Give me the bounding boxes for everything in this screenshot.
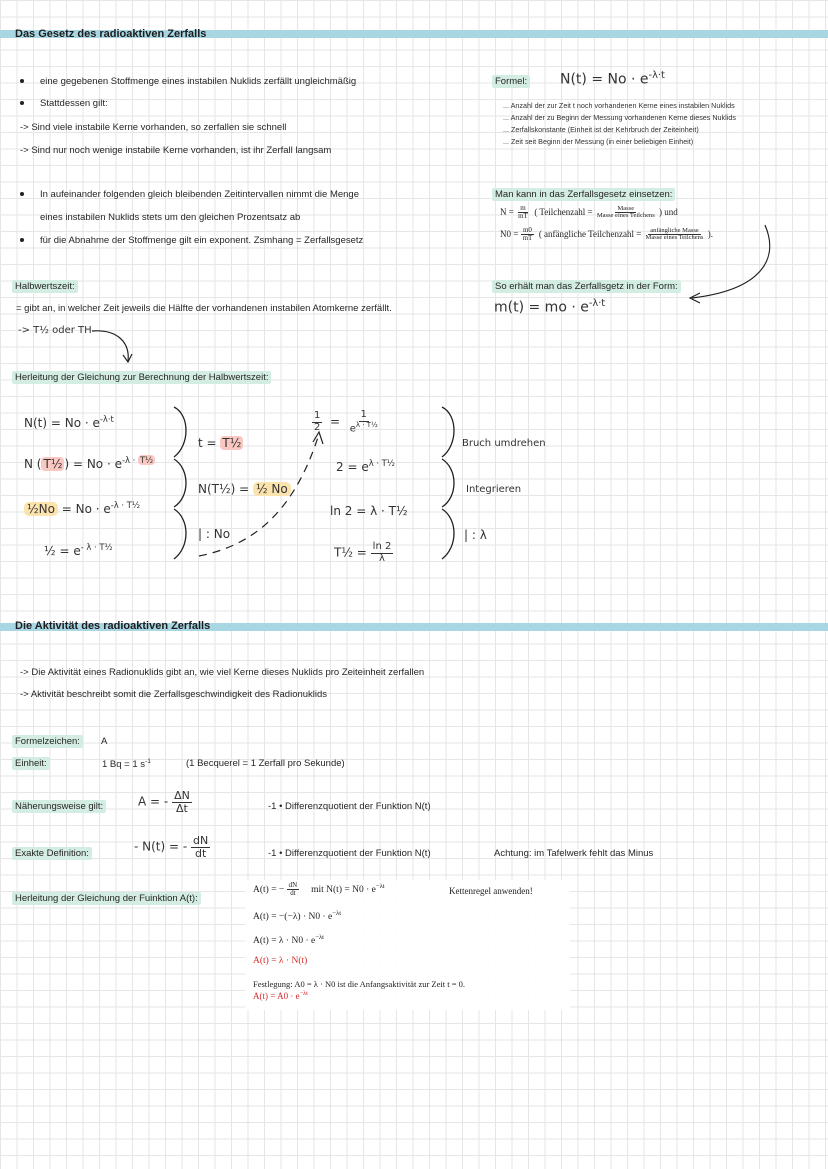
left-braces	[168, 405, 198, 565]
deriv-line-2: N ( T½ ) = $No \cdot e^{-\lambda \cdot T\frac{1}{2}}$	[24, 455, 154, 471]
bullet-2: Stattdessen gilt:	[20, 98, 108, 109]
exact-label: Exakte Definition:	[12, 848, 92, 859]
exact-equation: - N(t) = - $\frac{dN}{dt}$	[134, 834, 209, 860]
deriv-a-line-5: Festlegung: A0 = λ · N0 ist die Anfangsaktivität zur Zeit t = 0.	[253, 979, 466, 989]
deriv-line-3: ½No = $No \cdot e^{-\lambda \cdot T\frac{1}{2}}$	[24, 500, 140, 516]
deriv-a-label: Herleitung der Gleichung der Fuinktion A(t):	[12, 893, 201, 904]
approx-label: Näherungsweise gilt:	[12, 801, 106, 812]
deriv-step-2: N(T½) = ½ No	[198, 482, 291, 496]
form-label: So erhält man das Zerfallsgetz in der Form:	[492, 281, 681, 292]
formula-expression: $N(t) = No \cdot e^{-\lambda\cdot t}$	[560, 70, 665, 88]
deriv-right-1: $\frac{1}{2}$ = $\frac{1}{e^{\lambda \cdot T\frac{1}{2}}}$	[314, 409, 378, 434]
deriv-right-3: ln 2 = λ · T½	[330, 504, 408, 518]
formula-legend-4: ... Zeit seit Beginn der Messung (in einer beliebigen Einheit)	[503, 137, 694, 146]
formula-legend-2: ... Anzahl der zu Beginn der Messung vorhandenen Kerne dieses Nuklids	[503, 113, 736, 122]
insert-n-equation: N = $\frac{m}{mT}$ ( Teilchenzahl = $\frac{\text{Masse}}{\text{Masse eines Teilchens}}$ ) und	[500, 204, 678, 221]
halflife-label: Halbwertszeit:	[12, 281, 78, 292]
section1-heading: Das Gesetz des radioaktiven Zerfalls	[15, 28, 207, 40]
bullet-1: eine gegebenen Stoffmenge eines instabilen Nuklids zerfällt ungleichmäßig	[20, 76, 356, 87]
halflife-symbols: -> T½ oder TH	[18, 325, 92, 336]
deriv-step-3: | : No	[198, 527, 231, 541]
insert-n0-equation: N0 = $\frac{m0}{mT}$ ( anfängliche Teilchenzahl = $\frac{\text{anfängliche Masse}}{\text{Masse eines Teilchens}}$ ).	[500, 226, 713, 243]
bullet-3-cont: eines instabilen Nuklids stets um den gleichen Prozentsatz ab	[40, 212, 301, 223]
exact-warning: Achtung: im Tafelwerk fehlt das Minus	[494, 848, 654, 859]
arrow-line-1: -> Sind viele instabile Kerne vorhanden, so zerfallen sie schnell	[20, 122, 287, 133]
arrow-line-2: -> Sind nur noch wenige instabile Kerne vorhanden, ist ihr Zerfall langsam	[20, 145, 332, 156]
deriv-a-line-4: A(t) = λ · N(t)	[253, 956, 308, 966]
section2-heading: Die Aktivität des radioaktiven Zerfalls	[15, 620, 211, 632]
deriv-a-line-3: $A(t) = \lambda \cdot N0 \cdot e^{-\lambda t}$	[253, 934, 325, 947]
unit-label: Einheit:	[12, 758, 50, 769]
dashed-arrow	[195, 420, 335, 560]
formula-legend-1: ... Anzahl der zur Zeit t noch vorhandenen Kerne eines instabilen Nuklids	[503, 101, 735, 110]
deriv-step-1: t = T½	[198, 436, 242, 450]
right-braces	[436, 405, 466, 565]
deriv-a-line-2: $A(t) = -(-\lambda) \cdot N0 \cdot e^{-\lambda t}$	[253, 910, 342, 923]
deriv-note-3: | : λ	[464, 528, 487, 542]
activity-line-1: -> Die Aktivität eines Radionuklids gibt an, wie viel Kerne dieses Nuklids pro Zeiteinheit zerfallen	[20, 667, 425, 678]
deriv-line-4: ½ = $e^{- \lambda \cdot T\frac{1}{2}}$	[44, 542, 113, 558]
deriv-a-line-1: A(t) = − $\frac{dN}{dt}$ mit $N(t) = N0 \cdot e^{-\lambda t}$	[253, 881, 385, 898]
unit-note: (1 Becquerel = 1 Zerfall pro Sekunde)	[186, 758, 345, 769]
halflife-text: = gibt an, in welcher Zeit jeweils die Hälfte der vorhandenen instabilen Atomkerne zerfällt.	[16, 303, 392, 314]
exact-note: -1 • Differenzquotient der Funktion N(t)	[268, 848, 431, 859]
insert-label: Man kann in das Zerfallsgesetz einsetzen:	[492, 189, 675, 200]
halflife-arrow	[88, 325, 138, 367]
activity-line-2: -> Aktivität beschreibt somit die Zerfallsgeschwindigkeit des Radionuklids	[20, 689, 328, 700]
unit-value: 1 Bq = 1 $s^{-1}$	[102, 758, 151, 771]
deriv-line-1: $N(t) = No \cdot e^{-\lambda\cdot t}$	[24, 414, 114, 430]
derivation-label: Herleitung der Gleichung zur Berechnung der Halbwertszeit:	[12, 372, 271, 383]
deriv-note-2: Integrieren	[466, 484, 522, 495]
symbol-label: Formelzeichen:	[12, 736, 83, 747]
approx-equation: A = - $\frac{\Delta N}{\Delta t}$	[138, 789, 190, 815]
deriv-note-1: Bruch umdrehen	[462, 438, 546, 449]
bullet-4: für die Abnahme der Stoffmenge gilt ein exponent. Zsmhang = Zerfallsgesetz	[20, 235, 363, 246]
curved-arrow-right	[680, 220, 780, 310]
deriv-right-2: $2 = e^{\lambda \cdot T\frac{1}{2}}$	[336, 458, 395, 474]
form-expression: m(t) = mo · $e^{-\lambda\cdot t}$	[494, 298, 606, 316]
formula-label: Formel:	[492, 76, 530, 87]
deriv-a-note: Kettenregel anwenden!	[449, 886, 533, 896]
approx-note: -1 • Differenzquotient der Funktion N(t)	[268, 801, 431, 812]
bullet-3: In aufeinander folgenden gleich bleibenden Zeitintervallen nimmt die Menge	[20, 189, 359, 200]
formula-legend-3: ... Zerfallskonstante (Einheit ist der Kehrbruch der Zeiteinheit)	[503, 125, 699, 134]
deriv-right-4: T½ = $\frac{\ln 2}{\lambda}$	[334, 541, 392, 564]
symbol-value: A	[101, 736, 108, 747]
deriv-a-line-6: $A(t) = A0 \cdot e^{-\lambda t}$	[253, 990, 308, 1001]
